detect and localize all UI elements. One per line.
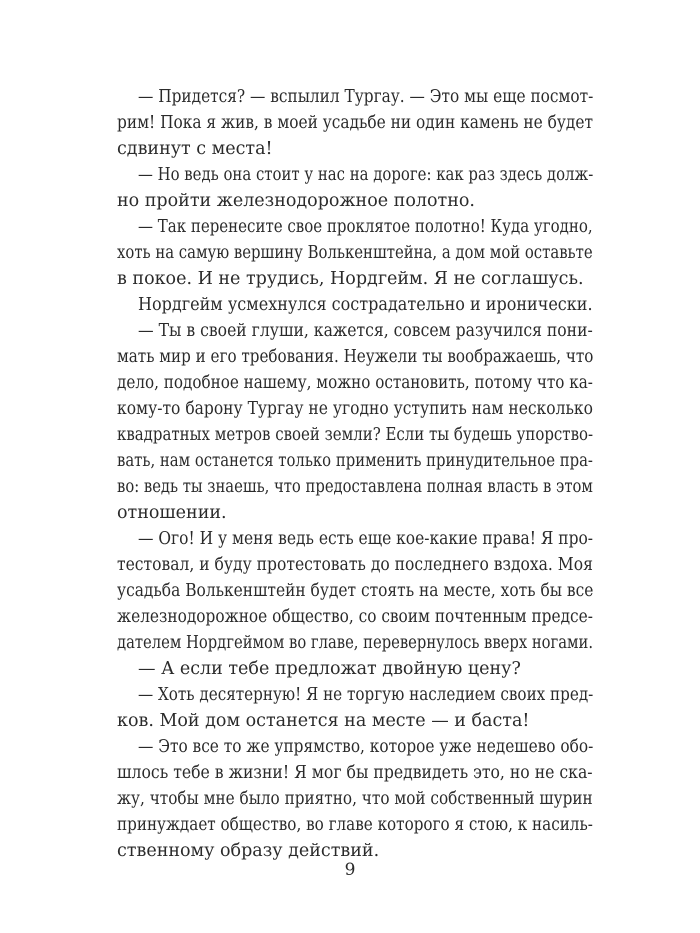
text-line: кому-то барону Тургау не угодно уступить нам несколько (117, 399, 593, 419)
text-line: Нордгейм усмехнулся сострадательно и иронически. (138, 295, 593, 315)
text-line: — Так перенесите свое проклятое полотно! Куда угодно, (138, 217, 593, 237)
text-line: во: ведь ты знаешь, что предоставлена полная власть в этом (117, 477, 593, 497)
text-line: ственному образу действий. (117, 841, 380, 861)
text-line: тестовал, и буду протестовать до последнего вздоха. Моя (117, 555, 593, 575)
text-line: хоть на самую вершину Волькенштейна, а дом мой оставьте (117, 243, 593, 263)
text-line: в покое. И не трудись, Нордгейм. Я не соглашусь. (117, 269, 584, 289)
text-line: усадьба Волькенштейн будет стоять на месте, хоть бы все (117, 581, 594, 601)
text-line: — Хоть десятерную! Я не торгую наследием своих пред- (138, 685, 594, 705)
text-line: рим! Пока я жив, в моей усадьбе ни один камень не будет (117, 113, 593, 133)
text-line: сдвинут с места! (117, 139, 273, 159)
text-line: ков. Мой дом останется на месте — и баста! (117, 711, 530, 731)
text-line: дателем Нордгеймом во главе, перевернулось вверх ногами. (117, 633, 594, 653)
text-line: принуждает общество, во главе которого я стою, к насиль- (117, 815, 593, 835)
text-line: — Ого! И у меня ведь есть еще кое-какие права! Я про- (138, 529, 594, 549)
text-line: дело, подобное нашему, можно остановить, потому что ка- (117, 373, 593, 393)
text-line: шлось тебе в жизни! Я мог бы предвидеть это, но не ска- (117, 763, 593, 783)
text-line: — Но ведь она стоит у нас на дороге: как раз здесь долж- (138, 165, 594, 185)
text-line: жу, чтобы мне было приятно, что мой собственный шурин (117, 789, 593, 809)
text-line: отношении. (117, 503, 227, 523)
text-line: квадратных метров своей земли? Если ты будешь упорство- (117, 425, 594, 445)
text-line: — А если тебе предложат двойную цену? (138, 659, 521, 679)
text-line: вать, нам останется только применить принудительное пра- (117, 451, 593, 471)
page-number: 9 (344, 860, 356, 880)
text-line: железнодорожное общество, со своим почтенным предсе- (117, 607, 593, 627)
text-line: мать мир и его требования. Неужели ты воображаешь, что (117, 347, 594, 367)
text-line: — Это все то же упрямство, которое уже недешево обо- (138, 737, 594, 757)
text-line: — Ты в своей глуши, кажется, совсем разучился пони- (138, 321, 593, 341)
text-line: но пройти железнодорожное полотно. (117, 191, 475, 211)
text-line: — Придется? — вспылил Тургау. — Это мы еще посмот- (138, 87, 594, 107)
